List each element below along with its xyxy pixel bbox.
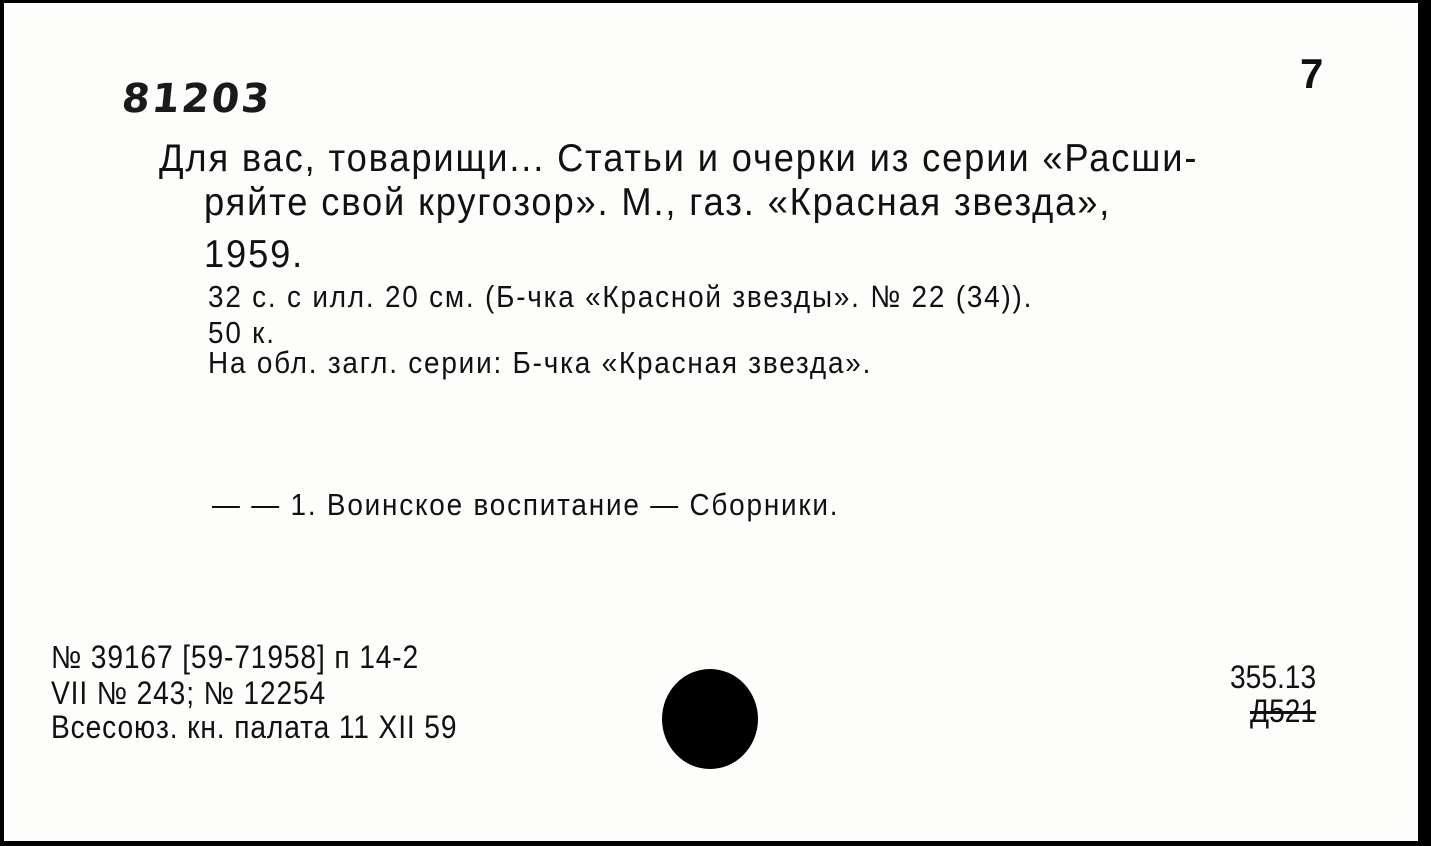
imprint-line-1: № 39167 [59-71958] п 14-2 — [51, 639, 420, 675]
punch-hole — [662, 669, 758, 769]
series-note: На обл. загл. серии: Б-чка «Красная звезда». — [208, 345, 873, 380]
title-line-3: 1959. — [204, 233, 305, 276]
imprint-line-3: Всесоюз. кн. палата 11 XII 59 — [51, 709, 458, 745]
author-mark: Д521 — [1250, 693, 1317, 729]
physical-description: 32 с. с илл. 20 см. (Б-чка «Красной звезды». № 22 (34)). — [208, 279, 1034, 314]
handwritten-accession-number: 81203 — [119, 76, 274, 122]
subject-heading: — — 1. Воинское воспитание — Сборники. — [212, 487, 840, 522]
price: 50 к. — [208, 315, 276, 350]
card-number: 7 — [1300, 50, 1324, 97]
classification-code: 355.13 — [1230, 659, 1317, 695]
imprint-line-2: VII № 243; № 12254 — [51, 675, 327, 711]
catalog-card — [4, 3, 1418, 841]
title-line-2: ряйте свой кругозор». М., газ. «Красная звезда», — [204, 181, 1112, 224]
title-line-1: Для вас, товарищи... Статьи и очерки из серии «Расши- — [159, 137, 1199, 180]
